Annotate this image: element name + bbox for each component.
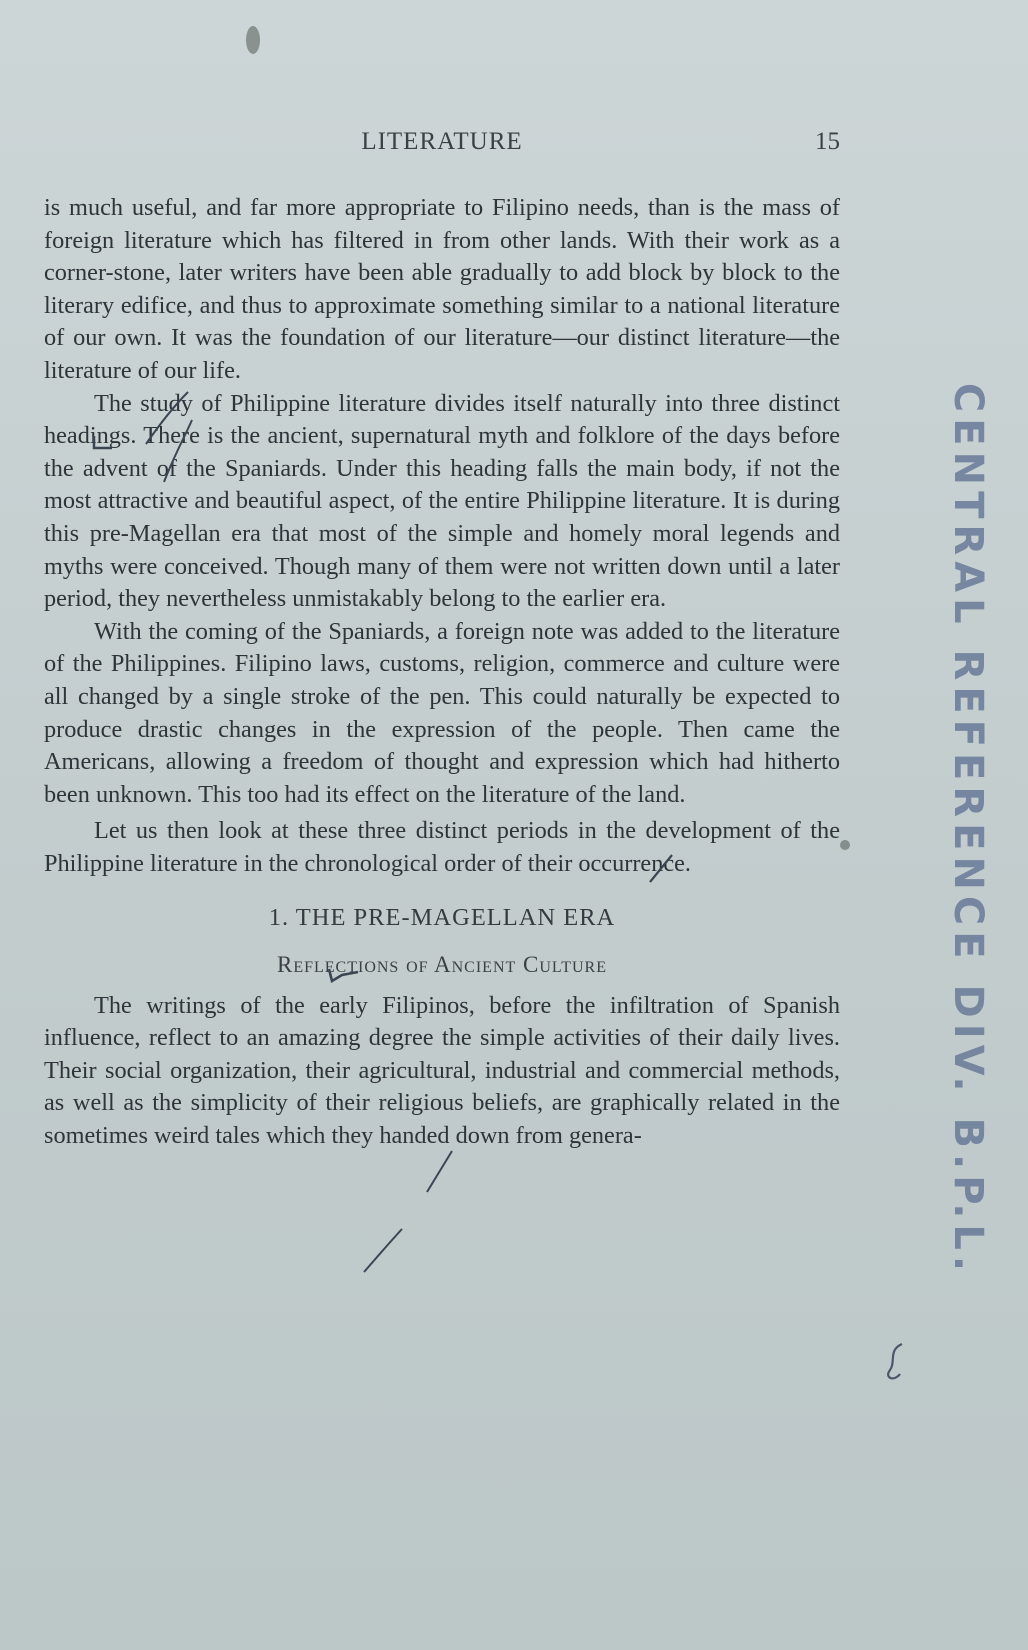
paragraph-2: The study of Philippine literature divides itself naturally into three distinct headings. There is the ancient, supernatural myth and folklore of the days before the advent of the Spaniards. Under this heading falls the main body, if not the most attractive and beautiful aspect, of the entire Philippine literature. It is during this pre-Magellan era that most of the simple and homely moral legends and myths were conceived. Though many of them were not written down until a later period, they nevertheless unmistakably belong to the earlier era. <box>44 389 840 613</box>
running-head <box>44 128 840 164</box>
pencil-slash-study <box>158 416 198 486</box>
stamp-text: CENTRAL REFERENCE DIV. B.P.L. <box>945 382 991 1278</box>
pencil-bracket-mark <box>90 434 120 456</box>
pencil-slash-then <box>646 852 676 886</box>
body-text <box>44 192 840 1153</box>
section-subheading: Reflections of Ancient Culture <box>276 952 607 978</box>
ink-smudge-top <box>246 26 260 54</box>
section-heading: 1. THE PRE-MAGELLAN ERA <box>268 904 616 932</box>
paragraph-1: is much useful, and far more appropriate to Filipino needs, than is the mass of foreign literature which has filtered in from other lands. With their work as a corner-stone, later writers have been able gradually to add block by block to the literary edifice, and thus to approximate something similar to a national literature of our own. It was the foundation of our literature—our distinct literature—the literature of our life. <box>44 194 840 384</box>
pencil-check-mark <box>326 964 362 984</box>
pencil-slash-early <box>356 1226 406 1276</box>
running-title: LITERATURE <box>361 128 523 155</box>
pencil-slash-ancient <box>422 1148 456 1196</box>
paragraph-4: Let us then look at these three distinct periods in the development of the Philippine literature in the chronological order of their occurrence. <box>44 817 840 877</box>
paragraph-3: With the coming of the Spaniards, a foreign note was added to the literature of the Philippines. Filipino laws, customs, religion, commerce and culture were all changed by a single stroke of the pen. This could naturally be expected to produce drastic changes in the expression of the people. Then came the Americans, allowing a freedom of thought and expression which had hitherto been unknown. This too had its effect on the literature of the land. <box>44 617 840 808</box>
page-number: 15 <box>815 128 840 155</box>
paragraph-5: The writings of the early Filipinos, before the infiltration of Spanish influence, reflect to an amazing degree the simple activities of their daily lives. Their social organization, their agricultural, industrial and commercial methods, as well as the simplicity of their religious beliefs, are graphically related in the sometimes weird tales which they handed down from genera- <box>44 991 840 1150</box>
pencil-margin-squiggle <box>876 1340 912 1384</box>
ink-smudge-margin <box>840 840 850 850</box>
library-stamp <box>938 330 998 1330</box>
